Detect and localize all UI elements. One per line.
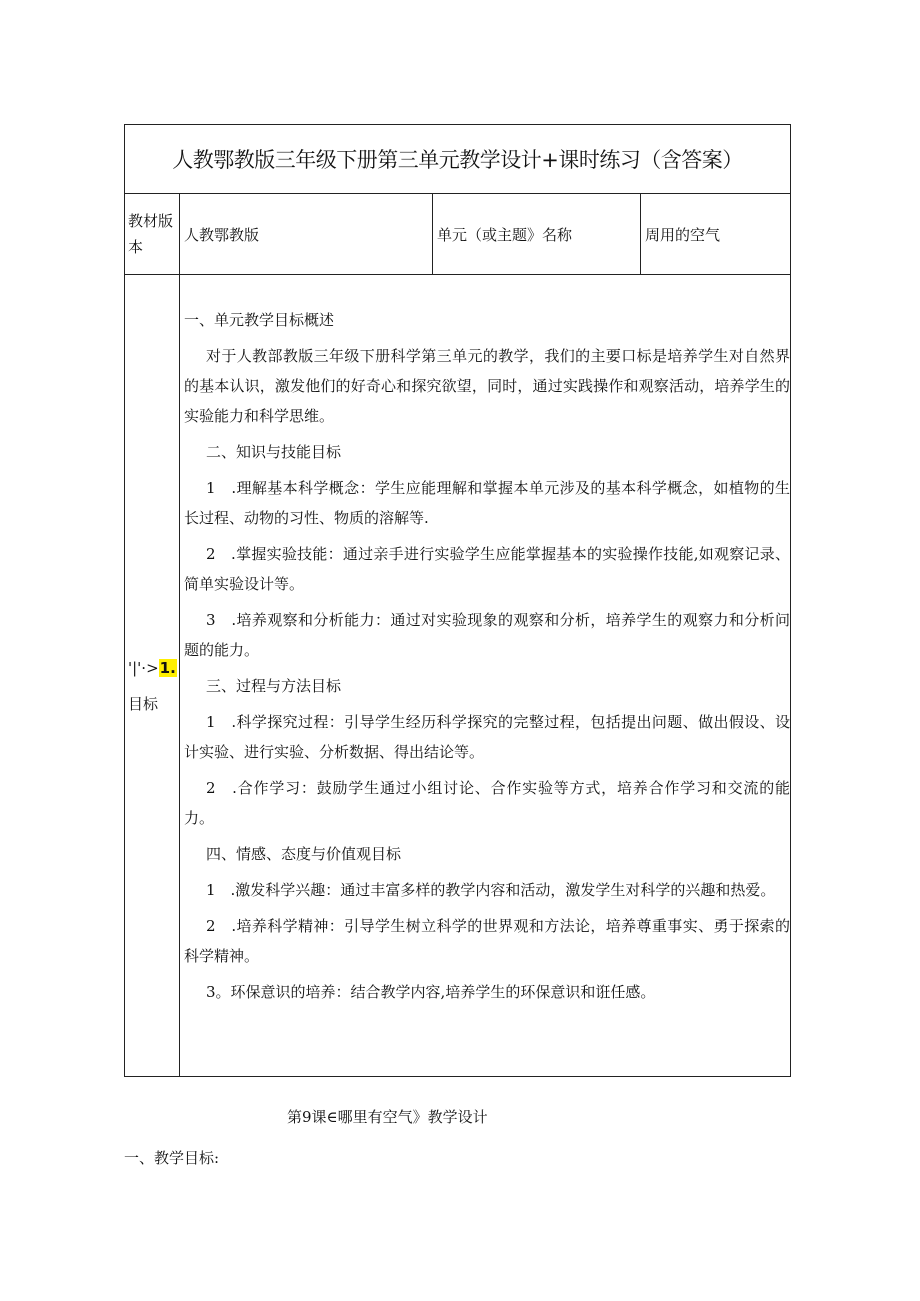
content-paragraph: 三、过程与方法目标 — [206, 677, 342, 695]
goal-marker-highlight: 1. — [159, 659, 176, 677]
content-paragraph: 四、情感、态度与价值观目标 — [206, 845, 402, 863]
section-heading: 一、教学目标: — [124, 1149, 220, 1167]
goal-content-cell — [180, 275, 791, 1077]
unit-name-label: 单元（或主题》名称 — [433, 194, 641, 275]
content-paragraph: 1 .激发科学兴趣：通过丰富多样的教学内容和活动，激发学生对科学的兴趣和热爱。 — [206, 881, 776, 899]
document-title: 人教鄂教版三年级下册第三单元教学设计+课时练习（含答案） — [125, 125, 791, 194]
content-paragraph: 2 .掌握实验技能：通过亲手进行实验学生应能掌握基本的实验操作技能,如观察记录、简单实验设计等。 — [184, 545, 791, 593]
content-paragraph: 3 .培养观察和分析能力：通过对实验现象的观察和分析，培养学生的观察力和分析问题的能力。 — [184, 611, 791, 659]
goal-label: 目标 — [128, 695, 159, 713]
edition-label: 教材版本 — [125, 194, 180, 275]
content-paragraph: 1 .科学探究过程：引导学生经历科学探究的完整过程，包括提出问题、做出假设、设计实验、进行实验、分析数据、得出结论等。 — [184, 713, 791, 761]
goal-content-list — [184, 305, 790, 1007]
content-paragraph: 对于人教部教版三年级下册科学第三单元的教学，我们的主要口标是培养学生对自然界的基本认识，激发他们的好奇心和探究欲望，同时，通过实践操作和观察活动，培养学生的实验能力和科学思维。 — [184, 347, 791, 425]
goal-label-cell — [125, 275, 180, 1077]
goal-marker-prefix: '|'·> — [128, 659, 159, 677]
content-paragraph: 一、单元教学目标概述 — [184, 311, 335, 329]
content-paragraph: 2 .合作学习：鼓励学生通过小组讨论、合作实验等方式，培养合作学习和交流的能力。 — [184, 779, 791, 827]
content-paragraph: 2 .培养科学精神：引导学生树立科学的世界观和方法论，培养尊重事实、勇于探索的科学精神。 — [184, 917, 791, 965]
content-paragraph: 1 .理解基本科学概念：学生应能理解和掌握本单元涉及的基本科学概念，如植物的生长过程、动物的习性、物质的溶解等. — [184, 479, 791, 527]
content-paragraph: 二、知识与技能目标 — [206, 443, 342, 461]
content-paragraph: 3。环保意识的培养：结合教学内容,培养学生的环保意识和诳任感。 — [206, 983, 656, 1001]
unit-name-value: 周用的空气 — [641, 194, 791, 275]
edition-value: 人教鄂教版 — [180, 194, 433, 275]
unit-design-table — [124, 124, 791, 1077]
lesson-title: 第9课∈哪里有空气》教学设计 — [287, 1108, 488, 1126]
goal-marker — [128, 656, 177, 680]
